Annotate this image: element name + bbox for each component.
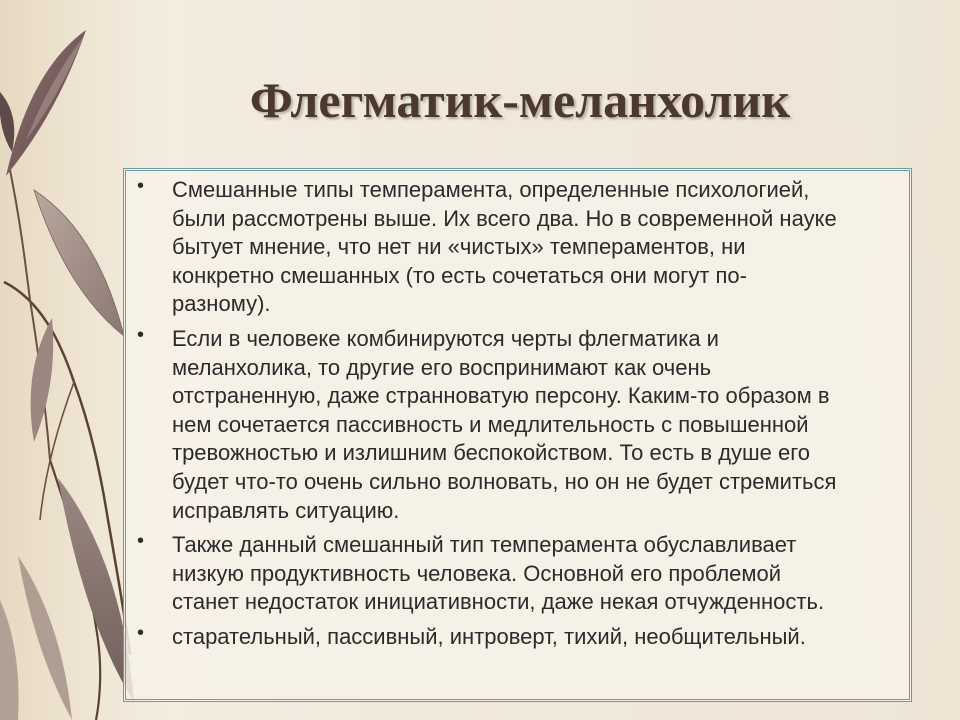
- text-line: конкретно смешанных (то есть сочетаться они могут по-: [172, 262, 747, 288]
- leaf-highlight: [26, 36, 84, 140]
- bullet-icon: •: [137, 621, 145, 644]
- text-line: разному).: [172, 291, 271, 317]
- text-line: тревожностью и излишним беспокойством. То есть в душе его: [172, 440, 811, 466]
- text-line: низкую продуктивность человека. Основной его проблемой: [172, 560, 782, 586]
- text-line: нем сочетается пассивность и медлительность с повышенной: [172, 411, 809, 437]
- text-line: исправлять ситуацию.: [172, 497, 400, 523]
- leaf: [0, 600, 19, 720]
- bullet-item: [126, 623, 909, 652]
- text-line: Также данный смешанный тип темперамента обуславливает: [172, 532, 797, 558]
- text-line: станет недостаток инициативности, даже некая отчужденность.: [172, 589, 825, 615]
- bullet-icon: •: [137, 323, 145, 346]
- leaf: [0, 92, 14, 152]
- text-line: были рассмотрены выше. Их всего два. Но в современной науке: [172, 205, 837, 231]
- bullet-text: [172, 531, 909, 617]
- text-line: бытует мнение, что нет ни «чистых» темпераментов, ни: [172, 234, 746, 260]
- bullet-icon: •: [137, 175, 145, 197]
- leaf: [18, 556, 72, 720]
- bullet-text: [172, 176, 909, 319]
- text-line: Смешанные типы темперамента, определенные психологией,: [172, 177, 810, 202]
- text-line: старательный, пассивный, интроверт, тихий, необщительный.: [172, 623, 806, 649]
- leaf: [31, 318, 54, 442]
- slide-title: Флегматик-меланхолик: [249, 72, 791, 128]
- bullet-text: [172, 325, 909, 525]
- bullet-item: [126, 325, 909, 525]
- text-line: отстраненную, даже странноватую персону. Каким-то образом в: [172, 383, 830, 409]
- bullet-text: [172, 623, 909, 652]
- bullet-icon: •: [137, 530, 145, 553]
- leaf: [34, 190, 124, 336]
- content-box: [123, 168, 912, 702]
- bullet-item: [126, 531, 909, 617]
- bullet-item: [126, 176, 909, 319]
- text-line: меланхолика, то другие его воспринимают как очень: [172, 354, 712, 380]
- text-line: Если в человеке комбинируются черты флегматика и: [172, 325, 719, 351]
- text-line: будет что-то очень сильно волновать, но он не будет стремиться: [172, 468, 837, 494]
